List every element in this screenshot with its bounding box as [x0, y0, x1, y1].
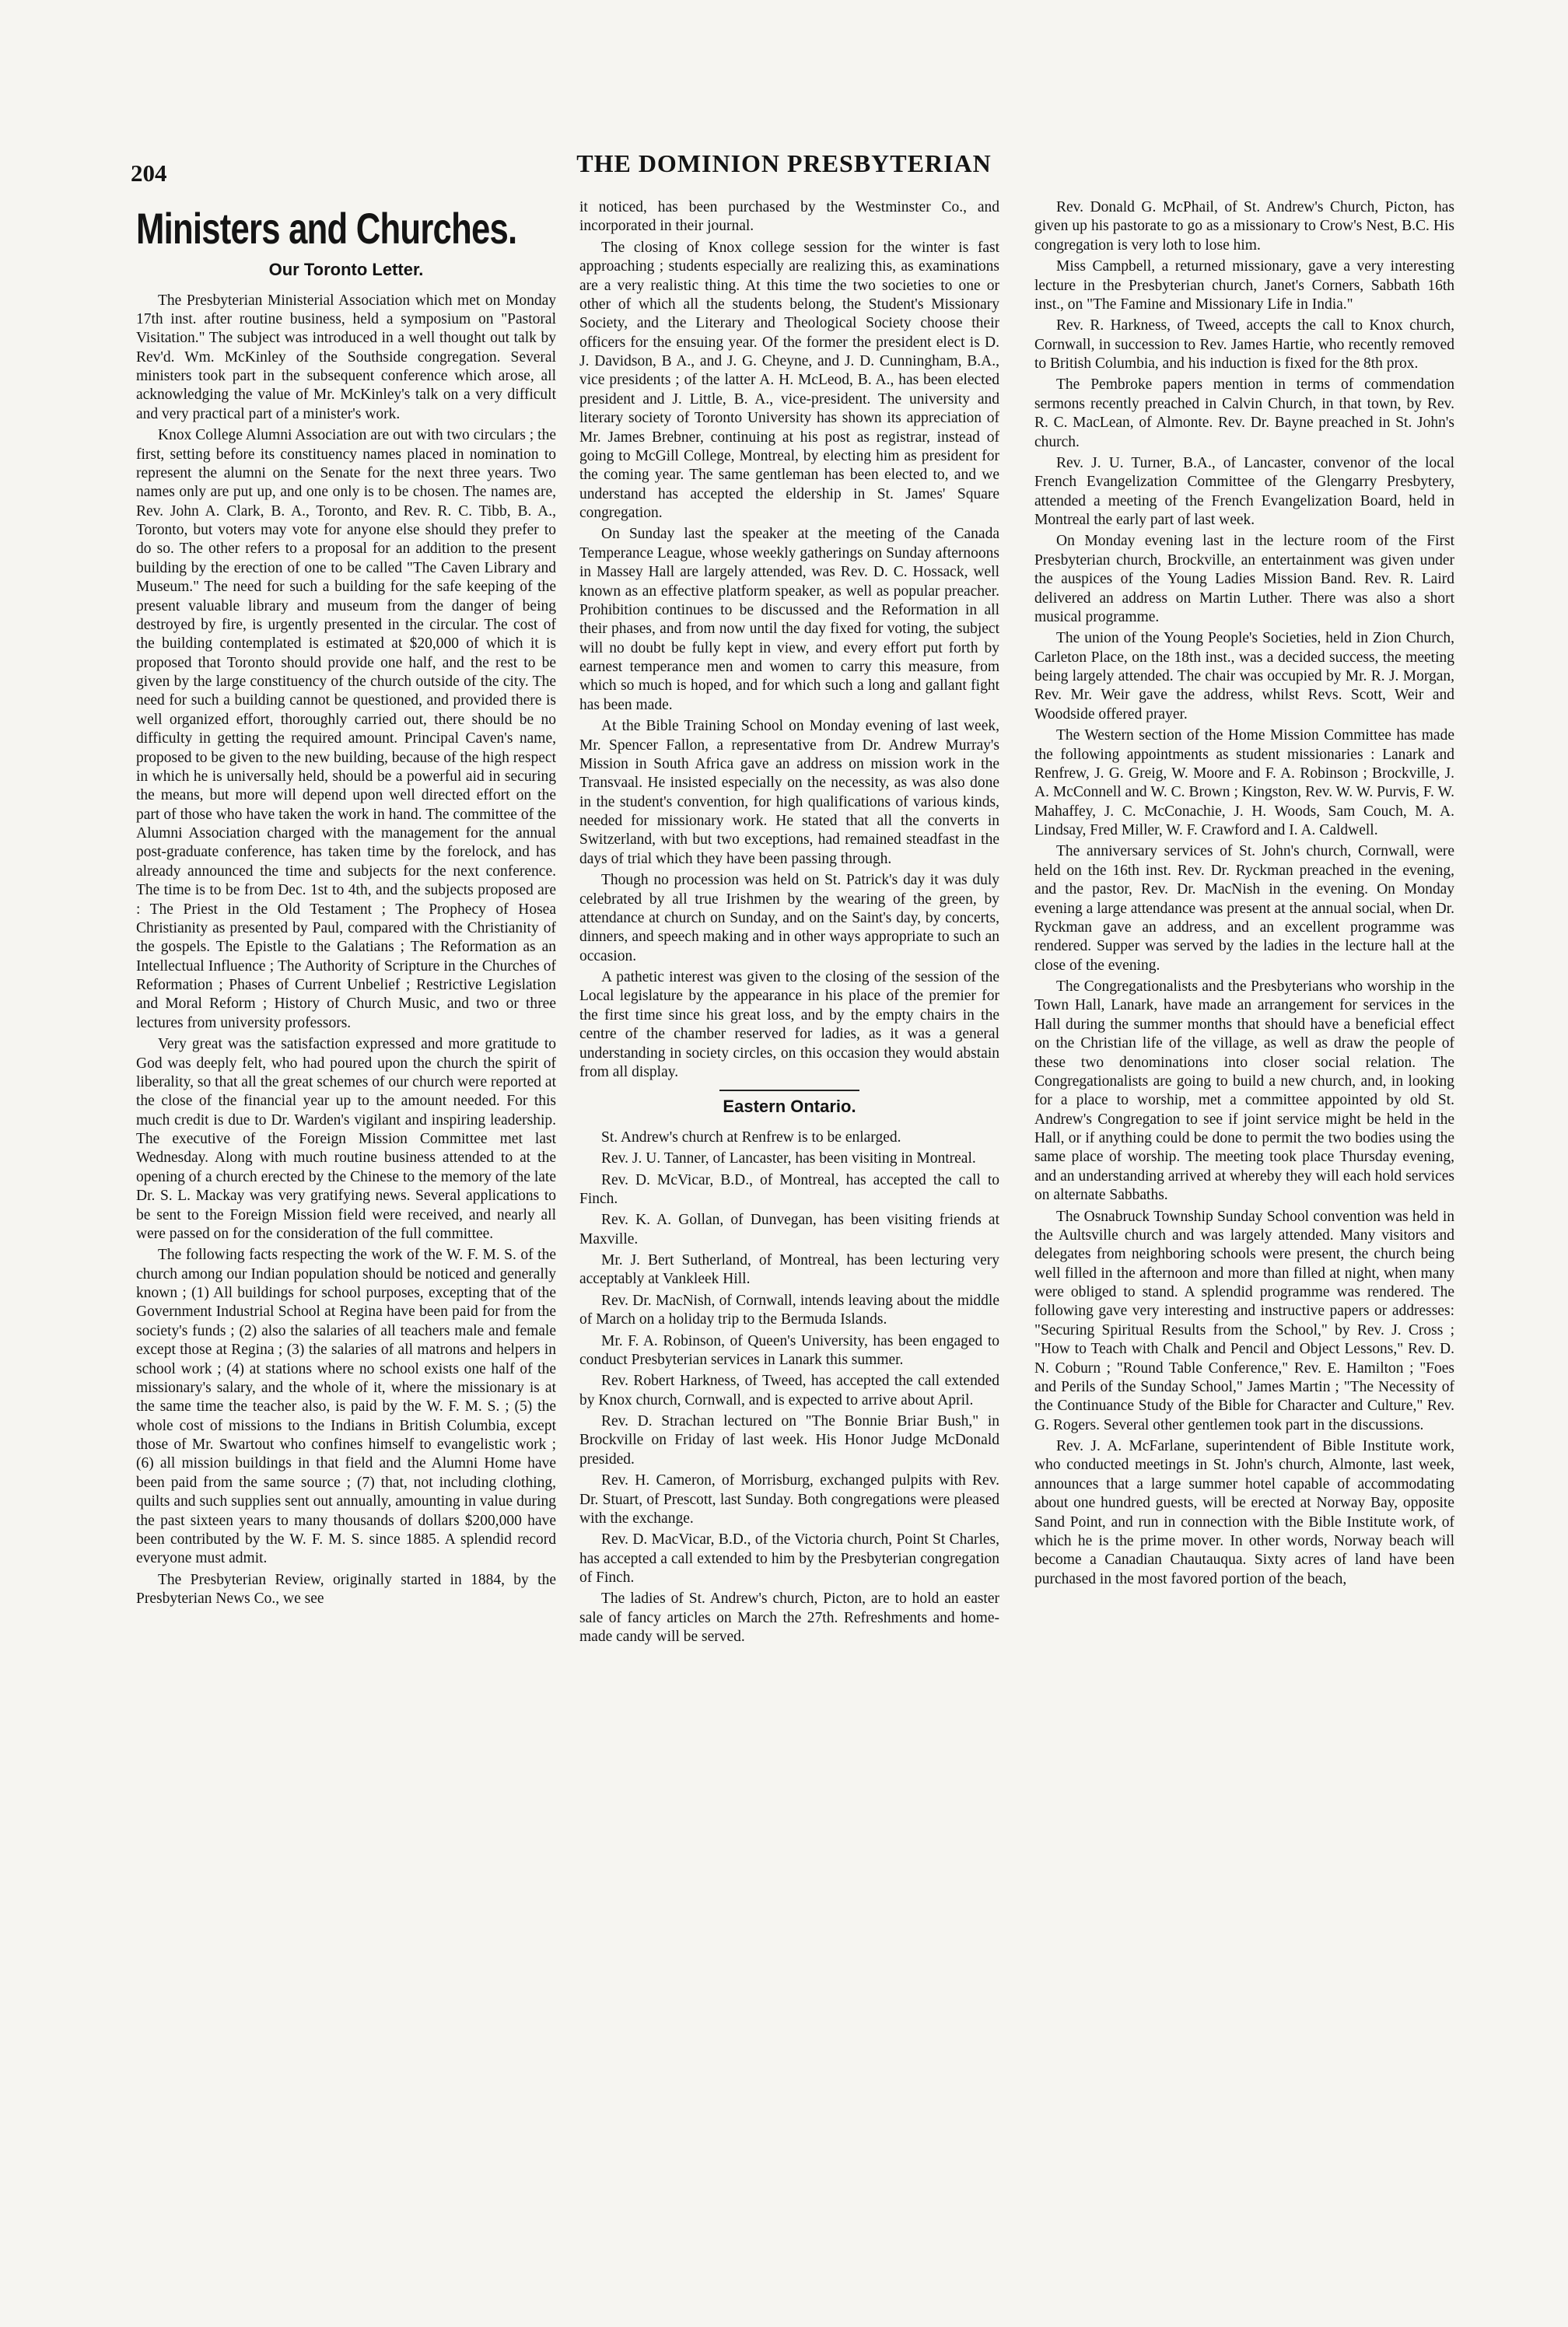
- article-paragraph: it noticed, has been purchased by the Westminster Co., and incorporated in their journal.: [579, 199, 999, 235]
- news-item: Rev. J. U. Turner, B.A., of Lancaster, convenor of the local French Evangelization Committee of the Glengarry Presbytery, attended a meeting of the French Evangelization Board, held in Montreal the early part of last week.: [1034, 454, 1454, 528]
- news-item: On Monday evening last in the lecture room of the First Presbyterian church, Brockville, an entertainment was given under the auspices of the Young Ladies Mission Band. Rev. R. Laird delivered an address on Martin Luther. There was also a short musical programme.: [1034, 533, 1454, 625]
- news-item: Rev. K. A. Gollan, of Dunvegan, has been visiting friends at Maxville.: [579, 1212, 999, 1247]
- news-item: Rev. Dr. MacNish, of Cornwall, intends leaving about the middle of March on a holiday trip to the Bermuda Islands.: [579, 1292, 999, 1328]
- running-header: THE DOMINION PRESBYTERIAN: [576, 149, 992, 177]
- news-item: Rev. D. MacVicar, B.D., of the Victoria church, Point St Charles, has accepted a call extended to him by the Presbyterian congregation of Finch.: [579, 1531, 999, 1586]
- news-item: The Pembroke papers mention in terms of commendation sermons recently preached in Calvin Church, in that town, by Rev. R. C. MacLean, of Almonte. Rev. Dr. Bayne preached in St. John's church.: [1034, 376, 1454, 450]
- news-item: The ladies of St. Andrew's church, Picton, are to hold an easter sale of fancy articles on March the 27th. Refreshments and home-made candy will be served.: [579, 1590, 999, 1646]
- subheading-toronto-letter: Our Toronto Letter.: [268, 260, 424, 279]
- article-paragraph: The Presbyterian Ministerial Association which met on Monday 17th inst. after routine business, held a symposium on "Pastoral Visitation." The subject was introduced in a well thought out talk by Rev'd. Wm. McKinley of the Southside congregation. Several ministers took part in the subsequent conference which arose, all acknowledging the value of Mr. McKinley's talk on a very difficult and very practical part of a minister's work.: [136, 292, 556, 422]
- news-item: The Congregationalists and the Presbyterians who worship in the Town Hall, Lanark, have made an arrangement for services in the Hall during the summer months that should have a beneficial effect on the Christian life of the village, as well as draw the people of these two denominations into closer social relation. The Congregationalists are going to build a new church, and, in looking for a place to worship, met a committee appointed by old St. Andrew's Congregation to see if joint service might be held in the Hall, or if anything could be done to permit the two bodies using the same place of worship. The meeting took place Thursday evening, and an understanding arrived at whereby they will each hold services on alternate Sabbaths.: [1034, 978, 1454, 1204]
- subheading-eastern-ontario: Eastern Ontario.: [723, 1097, 856, 1117]
- article-paragraph: Knox College Alumni Association are out with two circulars ; the first, setting before its constituency names placed in nomination to represent the alumni on the Senate for the next three years. Two names only are put up, and one only is to be chosen. The names are, Rev. John A. Clark, B. A., Toronto, and Rev. R. C. Tibb, B. A., Toronto, but voters may vote for anyone else should they prefer to do so. The other refers to a proposal for an addition to the present building by the erection of one to be called "The Caven Library and Museum." The need for such a building for the safe keeping of the present valuable library and museum from the danger of being destroyed by fire, is urgently presented in the circular. The cost of the building contemplated is estimated at $20,000 of which it is proposed that Toronto should provide one half, and the rest to be given by the large constituency of the church outside of the city. The need for such a building cannot be questioned, and provided there is well organized effort, thoroughly carried out, there should be no difficulty in getting the required amount. Principal Caven's name, proposed to be given to the new building, because of the high respect in which he is universally held, should be a powerful aid in securing the means, but more will depend upon well directed effort on the part of those who have taken the work in hand. The committee of the Alumni Association charged with the management for the annual post-graduate conference, has taken time by the forelock, and has already announced the time and subjects for the next conference. The time is to be from Dec. 1st to 4th, and the subjects proposed are : The Priest in the Old Testament ; The Prophecy of Hosea Christianity as presented by Paul, compared with the Christianity of the gospels. The Epistle to the Galatians ; The Reformation as an Intellectual Influence ; The Authority of Scripture in the Churches of Reformation ; Phases of Current Unbelief ; Restrictive Legislation and Moral Reform ; History of Church Music, and two or three lectures from university professors.: [136, 427, 556, 1031]
- news-item: Miss Campbell, a returned missionary, gave a very interesting lecture in the Presbyterian church, Janet's Corners, Sabbath 16th inst., on "The Famine and Missionary Life in India.": [1034, 258, 1454, 313]
- news-item: Rev. D. McVicar, B.D., of Montreal, has accepted the call to Finch.: [579, 1171, 999, 1207]
- article-paragraph: A pathetic interest was given to the closing of the session of the Local legislature by the appearance in his place of the premier for the first time since his great loss, and by the empty chairs in the centre of the chamber reserved for ladies, as it was a general understanding in society circles, on this occasion they would abstain from all display.: [579, 969, 999, 1080]
- news-item: The Osnabruck Township Sunday School convention was held in the Aultsville church and was largely attended. Many visitors and delegates from neighboring schools were present, the church being well filled in the afternoon and more than filled at night, when many were obliged to stand. A splendid programme was rendered. The following gave very interesting and instructive papers or addresses: "Securing Spiritual Results from the School," by Rev. J. Cross ; "How to Teach with Chalk and Pencil and Object Lessons," Rev. D. N. Coburn ; "Round Table Conference," Rev. E. Hamilton ; "Foes and Perils of the Sunday School," James Martin ; "The Necessity of the Continuance Study of the Bible for Character and Culture," Rev. G. Rogers. Several other gentlemen took part in the discussions.: [1034, 1208, 1454, 1433]
- news-item: Rev. J. U. Tanner, of Lancaster, has been visiting in Montreal.: [601, 1150, 976, 1167]
- news-item: Rev. D. Strachan lectured on "The Bonnie Briar Bush," in Brockville on Friday of last week. His Honor Judge McDonald presided.: [579, 1413, 999, 1468]
- article-paragraph: The following facts respecting the work of the W. F. M. S. of the church among our Indian population should be noticed and generally known ; (1) All buildings for school purposes, excepting that of the Government Industrial School at Regina have been paid for from the society's funds ; (2) also the salaries of all teachers male and female except those at Regina ; (3) the salaries of all matrons and helpers in school work ; (4) at stations where no school exists one half of the missionary's salary, and the whole of it, where the missionary is at the same time the teacher also, is paid by the W. F. M. S. ; (5) the whole cost of missions to the Indians in British Columbia, except those of Mr. Swartout who confines himself to evangelistic work ; (6) all mission buildings in that field and the Alumni Home have been paid from the same source ; (7) that, not including clothing, quilts and such supplies sent out annually, amounting in value during the past sixteen years to many thousands of dollars $200,000 have been contributed by the W. F. M. S. since 1885. A splendid record everyone must admit.: [136, 1247, 556, 1567]
- article-paragraph: The Presbyterian Review, originally started in 1884, by the Presbyterian News Co., we see: [136, 1571, 556, 1607]
- news-item: Rev. R. Harkness, of Tweed, accepts the call to Knox church, Cornwall, in succession to Rev. James Hartie, who recently removed to British Columbia, and his induction is fixed for the 8th prox.: [1034, 317, 1454, 372]
- news-item: Rev. H. Cameron, of Morrisburg, exchanged pulpits with Rev. Dr. Stuart, of Prescott, last Sunday. Both congregations were pleased with the exchange.: [579, 1472, 999, 1527]
- news-item: Rev. J. A. McFarlane, superintendent of Bible Institute work, who conducted meetings in St. John's church, Almonte, last week, announces that a large summer hotel capable of accommodating about one hundred guests, will be erected at Norway Bay, opposite Sand Point, and run in connection with the Bible Institute work, of which he is the prime mover. In other words, Norway beach will become a Canadian Chautauqua. Sixty acres of land have been purchased in the most favored portion of the beach,: [1034, 1438, 1454, 1587]
- page-number: 204: [131, 159, 167, 187]
- article-paragraph: Very great was the satisfaction expressed and more gratitude to God was deeply felt, who had poured upon the church the spirit of liberality, so that all the great schemes of our church were reported at the close of the financial year up to the amount needed. For this much credit is due to Dr. Warden's vigilant and inspiring leadership. The executive of the Foreign Mission Committee met last Wednesday. Along with much routine business attended to at the opening of a church erected by the Chinese to the memory of the late Dr. S. L. Mackay was very gratifying news. Several applications to be sent to the Foreign Mission field were received, and nearly all were passed on for the consideration of the full committee.: [136, 1036, 556, 1242]
- column-2: [579, 198, 999, 1650]
- news-item: Mr. J. Bert Sutherland, of Montreal, has been lecturing very acceptably at Vankleek Hill.: [579, 1252, 999, 1288]
- article-paragraph: On Sunday last the speaker at the meeting of the Canada Temperance League, whose weekly gatherings on Sunday afternoons in Massey Hall are largely attended, was Rev. D. C. Hossack, well known as an effective platform speaker, as well as popular preacher. Prohibition continues to be discussed and the Reformation in all their phases, and from now until the day fixed for voting, the subject will no doubt be fully kept in view, and every effort put forth by earnest temperance men and women to carry this measure, from which so much is hoped, and for which such a long and gallant fight has been made.: [579, 526, 999, 713]
- news-item: St. Andrew's church at Renfrew is to be enlarged.: [601, 1129, 901, 1146]
- news-item: The Western section of the Home Mission Committee has made the following appointments as student missionaries : Lanark and Renfrew, J. G. Greig, W. Moore and F. A. Robinson ; Brockville, J. A. McConnell and W. C. Brown ; Kingston, Rev. W. W. Purvis, F. W. Mahaffey, J. C. McConachie, J. H. Woods, Sam Couch, M. A. Lindsay, Fred Miller, W. F. Crawford and I. A. Caldwell.: [1034, 727, 1454, 838]
- article-paragraph: The closing of Knox college session for the winter is fast approaching ; students especially are realizing this, as examinations are a very realistic thing. At this time the two societies to one or other of which all the students belong, the Student's Missionary Society, and the Literary and Theological Society choose their officers for the ensuing year. Of the former the president elect is D. J. Davidson, B A., and J. G. Cheyne, and J. D. Cunningham, B.A., vice presidents ; of the latter A. H. McLeod, B. A., has been elected president and J. Little, B. A., vice-president. The university and literary society of Toronto University has shown its appreciation of Mr. James Brebner, continuing at his post as registrar, instead of going to McGill College, Montreal, by electing him as president for the coming year. The same gentleman has been elected to, and we understand has accepted the eldership in St. James' Square congregation.: [579, 239, 999, 521]
- section-divider: [719, 1090, 859, 1091]
- news-item: Rev. Donald G. McPhail, of St. Andrew's Church, Picton, has given up his pastorate to go as a missionary to Crow's Nest, B.C. His congregation is very loth to lose him.: [1034, 199, 1454, 254]
- news-item: The anniversary services of St. John's church, Cornwall, were held on the 16th inst. Rev. Dr. Ryckman preached in the evening, and the pastor, Rev. Dr. MacNish in the evening. On Monday evening a large attendance was present at the annual social, when Dr. Ryckman gave an address, and an excellent programme was rendered. Supper was served by the ladies in the lecture hall at the close of the evening.: [1034, 843, 1454, 974]
- column-1: [136, 198, 556, 1611]
- column-3: [1034, 198, 1454, 1591]
- article-paragraph: At the Bible Training School on Monday evening of last week, Mr. Spencer Fallon, a representative from Dr. Andrew Murray's Mission in South Africa gave an address on mission work in the Transvaal. He insisted especially on the necessity, as was also done in the student's convention, for high qualifications of various kinds, needed for missionary work. He stated that all the converts in Switzerland, with but two exceptions, had remained steadfast in the days of trial which they have been passing through.: [579, 718, 999, 867]
- news-item: Mr. F. A. Robinson, of Queen's University, has been engaged to conduct Presbyterian services in Lanark this summer.: [579, 1332, 999, 1368]
- news-item: The union of the Young People's Societies, held in Zion Church, Carleton Place, on the 18th inst., was a decided success, the meeting being largely attended. The chair was occupied by Mr. R. J. Morgan, Rev. Mr. Weir gave the address, whilst Revs. Scott, Weir and Woodside offered prayer.: [1034, 630, 1454, 723]
- section-title-ministers-and-churches: Ministers and Churches.: [136, 204, 517, 253]
- news-item: Rev. Robert Harkness, of Tweed, has accepted the call extended by Knox church, Cornwall, and is expected to arrive about April.: [579, 1373, 999, 1408]
- article-paragraph: Though no procession was held on St. Patrick's day it was duly celebrated by all true Irishmen by the wearing of the green, by attendance at church on Sunday, and on the Saint's day, by concerts, dinners, and speech making and in other ways appropriate to such an occasion.: [579, 872, 999, 964]
